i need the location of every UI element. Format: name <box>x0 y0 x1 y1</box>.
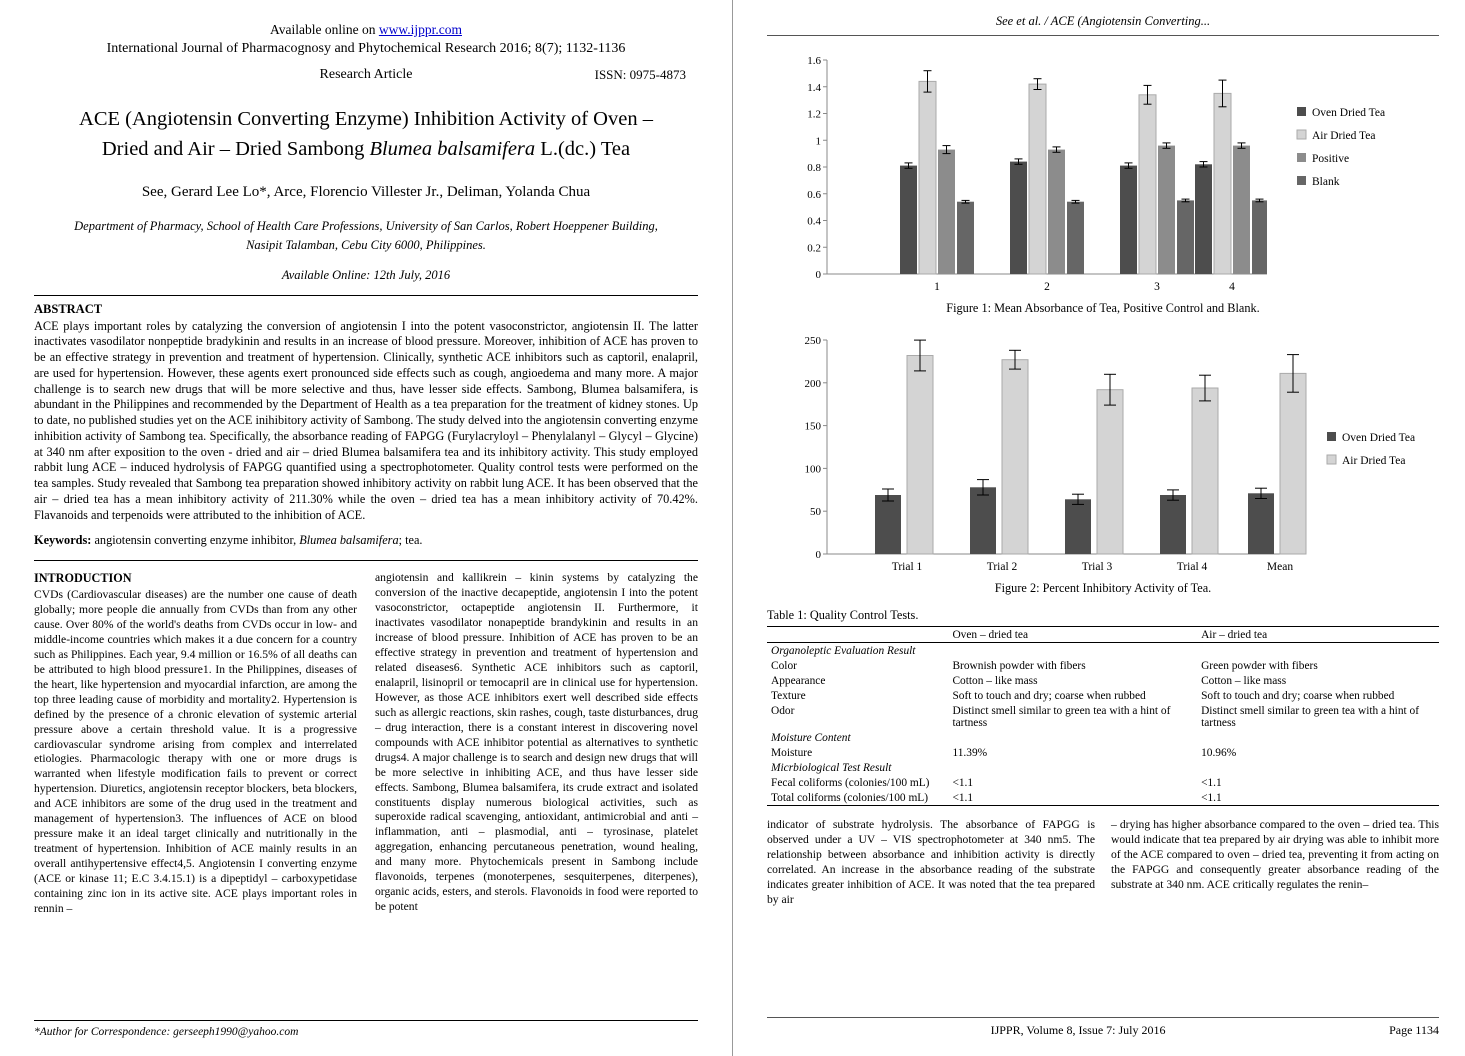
row-label: Odor <box>771 704 795 717</box>
svg-text:0: 0 <box>815 269 821 281</box>
svg-text:1.2: 1.2 <box>807 108 821 121</box>
title-line-1: ACE (Angiotensin Converting Enzyme) Inhibition Activity of Oven – <box>79 108 653 130</box>
svg-text:Oven Dried Tea: Oven Dried Tea <box>1342 432 1416 444</box>
table-row <box>767 688 1439 703</box>
abstract-heading: ABSTRACT <box>34 301 103 316</box>
table-section-organoleptic <box>767 643 1439 659</box>
svg-text:1.4: 1.4 <box>807 81 821 94</box>
footer-divider-left <box>34 1020 698 1021</box>
figure-2-svg <box>767 332 1427 577</box>
footer-page-number: Page 1134 <box>1389 1023 1439 1037</box>
affiliation-line-2: Nasipit Talamban, Cebu City 6000, Philippines. <box>246 237 486 252</box>
affiliation-line-1: Department of Pharmacy, School of Health Care Professions, University of San Carlos, Robert Hoeppener Building, <box>74 219 658 234</box>
svg-text:Air Dried Tea: Air Dried Tea <box>1342 455 1406 467</box>
divider-below-keywords <box>34 560 698 561</box>
intro-text-2: angiotensin and kallikrein – kinin systems by catalyzing the conversion of the inactive decapeptide, angiotensin I into the potent vasoconstrictor, octapeptide angiotensin II. Furthermore, it inactivates vasodilator nonapeptide brandykinin and results in an increase of blood pressure. Inhibition of ACE has proven to be an effective strategy in prevention and treatment of hypertension and related diseases6. Synthetic ACE inhibitors such as captoril, enalapril, lisinopril or temocapril are in clinical use for hypertension. However, as those ACE inhibitors exert well described side effects such as allergic reactions, skin rashes, cough, taste disturbances, drug – drug interaction, there is a constant interest in discovering novel compounds with ACE inhibitor potential as alternatives to synthetic drugs4. A major challenge is to search and design new drugs that will be more selective in inhibiting ACE, and thus have lesser side effects. Sambong, Blumea balsamifera, its crude extract and isolated constituents display numerous biological activities, such as superoxide radical scavenging, antioxidant, antimicrobial and anti – inflammation, anti – plasmodial, anti – tyrosinase, platelet aggregation, enhancing percutaneous penetration, wound healing, and many more. Phytochemicals present in Sambong include flavonoids, terpenes (monoterpenes, sesquiterpenes, diterpenes), organic acids, esters, and sterols. Flavonoids in food were reported to be potent <box>375 571 698 914</box>
keywords-tail: ; tea. <box>398 533 423 548</box>
svg-text:1: 1 <box>815 135 821 148</box>
figure-1-chart <box>767 52 1439 297</box>
row-label: Color <box>771 659 797 672</box>
intro-column-2 <box>375 571 698 917</box>
row-oven: Brownish powder with fibers <box>952 659 1086 672</box>
running-head: See et al. / ACE (Angiotensin Converting... <box>767 14 1439 36</box>
corresponding-author: *Author for Correspondence: gerseeph1990@yahoo.com <box>34 1026 299 1038</box>
title-line-2a: Dried and Air – Dried Sambong <box>101 137 370 160</box>
table-row <box>767 775 1439 790</box>
svg-text:4: 4 <box>1229 281 1235 293</box>
keywords <box>34 533 698 548</box>
svg-text:Mean: Mean <box>1266 561 1294 573</box>
row-oven: Cotton – like mass <box>952 674 1038 687</box>
svg-text:Oven Dried Tea: Oven Dried Tea <box>1312 107 1386 119</box>
svg-text:Trial 4: Trial 4 <box>1176 561 1208 573</box>
row-oven: 11.39% <box>952 746 988 759</box>
figure-1 <box>767 52 1439 316</box>
right-body-columns <box>767 818 1439 908</box>
table-header-row <box>767 627 1439 643</box>
svg-text:0: 0 <box>815 549 821 561</box>
intro-text-1: CVDs (Cardiovascular diseases) are the number one cause of death globally; more people die annually from CVDs than from any other cause. Over 80% of the world's deaths from CVDs occur in low- and middle-income countries which makes it a due concern for a country such as Philippines. Each year, 9.4 million or 16.5% of all deaths can be attributed to high blood pressure1. In the Philippines, diseases of the heart, like hypertension and myocardial infarction, are among the top three leading cause of morbidity and mortality2. Hypertension is defined by the presence of a chronic elevation of systemic arterial pressure above a certain threshold value. It is a progressive cardiovascular syndrome arising from complex and interrelated etiologies. Pharmacologic therapy with one or more drugs is warranted when lifestyle modification fails to prevent or correct hypertension. Diuretics, angiotensin receptor blockers, beta blockers, and ACE inhibitors are some of the drug used in the treatment and management of hypertension3. The influences of ACE on blood pressure make it an ideal target clinically and nutritionally in the treatment of hypertension. Inhibition of ACE mainly results in an overall antihypertensive effect4,5. Angiotensin I converting enzyme (ACE or kinase 11; E.C 3.4.15.1) is a dipeptidyl – carboxypetidase containing zinc ion in its active site. ACE plays important roles in rennin – <box>34 587 357 915</box>
row-air: <1.1 <box>1201 791 1222 804</box>
footer-divider-right <box>767 1017 1439 1018</box>
svg-text:Positive: Positive <box>1312 153 1350 165</box>
affiliation <box>34 217 698 253</box>
journal-citation: International Journal of Pharmacognosy and Phytochemical Research 2016; 8(7); 1132-1136 <box>106 41 626 56</box>
row-oven: <1.1 <box>952 791 974 804</box>
section-title-moisture: Moisture Content <box>771 731 851 744</box>
svg-text:0.6: 0.6 <box>807 188 821 201</box>
keywords-species: Blumea balsamifera <box>299 533 399 548</box>
divider-above-abstract <box>34 295 698 296</box>
table-1-caption: Table 1: Quality Control Tests. <box>767 608 919 622</box>
left-page <box>0 0 732 1056</box>
row-label: Fecal coliforms (colonies/100 mL) <box>771 776 930 789</box>
svg-text:Air Dried Tea: Air Dried Tea <box>1312 130 1376 142</box>
figure-2-caption: Figure 2: Percent Inhibitory Activity of Tea. <box>994 581 1212 595</box>
svg-text:0.4: 0.4 <box>807 215 821 228</box>
article-type: Research Article <box>319 67 413 82</box>
row-label: Total coliforms (colonies/100 mL) <box>771 791 929 804</box>
row-label: Moisture <box>771 746 813 759</box>
svg-text:Trial 2: Trial 2 <box>986 561 1018 573</box>
svg-text:Blank: Blank <box>1312 176 1340 188</box>
table-section-microbiological <box>767 760 1439 775</box>
page-title <box>34 105 698 164</box>
row-air: 10.96% <box>1201 746 1237 759</box>
svg-text:150: 150 <box>804 420 821 433</box>
svg-text:0.2: 0.2 <box>807 242 821 255</box>
table-header-air: Air – dried tea <box>1201 628 1268 641</box>
right-body-column-2: – drying has higher absorbance compared to the oven – dried tea. This would indicate that tea prepared by air drying was able to inhibit more of the ACE compared to oven – dried tea, preventing it from acting on the FAPGG and consequently greater absorbance reading of the substrate at 340 nm. ACE critically regulates the renin– <box>1111 818 1439 891</box>
footer-row <box>767 1023 1439 1038</box>
table-row <box>767 790 1439 806</box>
author-list: See, Gerard Lee Lo*, Arce, Florencio Villester Jr., Deliman, Yolanda Chua <box>141 184 591 201</box>
table-header-oven: Oven – dried tea <box>952 628 1029 641</box>
table-header-blank <box>767 627 948 643</box>
issn-label: ISSN: 0975-4873 <box>594 67 686 82</box>
keywords-text: angiotensin converting enzyme inhibitor, <box>91 533 300 548</box>
row-label: Appearance <box>771 674 826 687</box>
figure-1-svg <box>767 52 1427 297</box>
row-air: <1.1 <box>1201 776 1222 789</box>
row-air: Distinct smell similar to green tea with a hint of tartness <box>1201 704 1420 729</box>
svg-text:Trial 1: Trial 1 <box>891 561 923 573</box>
row-oven: Soft to touch and dry; coarse when rubbed <box>952 689 1146 702</box>
svg-text:200: 200 <box>804 377 821 390</box>
title-line-2c: L.(dc.) Tea <box>535 137 631 160</box>
section-title-organoleptic: Organoleptic Evaluation Result <box>771 644 916 657</box>
table-row <box>767 658 1439 673</box>
figure-2 <box>767 332 1439 596</box>
svg-text:1: 1 <box>934 281 940 293</box>
intro-column-1 <box>34 571 357 917</box>
table-quality-control <box>767 626 1439 806</box>
row-air: Soft to touch and dry; coarse when rubbed <box>1201 689 1395 702</box>
svg-text:100: 100 <box>804 463 821 476</box>
available-online-label: Available online on <box>270 22 379 37</box>
table-row <box>767 745 1439 760</box>
journal-website-link[interactable]: www.ijppr.com <box>378 22 462 37</box>
title-species: Blumea balsamifera <box>369 137 536 160</box>
svg-text:Trial 3: Trial 3 <box>1081 561 1113 573</box>
table-row <box>767 673 1439 688</box>
svg-text:1.6: 1.6 <box>807 55 821 67</box>
left-page-footer <box>34 1020 698 1038</box>
introduction-heading: INTRODUCTION <box>34 571 132 586</box>
available-online-line <box>34 22 698 38</box>
introduction-columns <box>34 571 698 917</box>
table-section-moisture <box>767 730 1439 745</box>
row-oven: <1.1 <box>952 776 974 789</box>
row-air: Cotton – like mass <box>1201 674 1287 687</box>
keywords-label: Keywords: <box>34 533 92 548</box>
right-page-footer <box>767 1017 1439 1038</box>
svg-text:2: 2 <box>1044 281 1050 293</box>
abstract-text: ACE plays important roles by catalyzing the conversion of angiotensin I into the potent vasoconstrictor, angiotensin II. The latter inactivates vasodilator nonpeptide bradykinin and results in an increase of blood pressure. Moreover, inhibition of ACE has proven to be an effective strategy in prevention and treatment of hypertension. Clinically, synthetic ACE inhibitors such as captoril, enalapril, are used for hypertension. However, these agents exert pronounced side effects such as cough, angioedema and many more. A major challenge is to search new drugs that will be more selective and thus, have lesser side effects. Sambong, Blumea balsamifera, is abundant in the Philippines and recommended by the Department of Health as a tea preparation for the treatment of kidney stones. Up to date, no published studies yet on the ACE inihibitory activity of Sambong. The study delved into the angiotensin converting enzyme inhibition activity of Sambong tea. Specifically, the absorbance reading of FAPGG (Furylacryloyl – Phenylalanyl – Glycyl – Glycine) at 340 nm after exposition to the oven - dried and air – dried Blumea balsamifera tea and its inhibitory activity. This study employed rabbit lung ACE – induced hydrolysis of FAPGG quantified using a spectrophotometer. Quality control tests were performed on the tea samples. Study revealed that Sambong tea preparation showed inhibitory activity on rabbit lung ACE. It has been observed that the air – dried tea has a mean inhibitory activity of 211.30% while the oven – dried tea has a mean inhibitory activity of 70.42%. Flavanoids and terpenoids were attributed to the inhibition of ACE. <box>34 318 698 522</box>
footer-journal-info: IJPPR, Volume 8, Issue 7: July 2016 <box>990 1023 1166 1037</box>
svg-text:0.8: 0.8 <box>807 162 821 174</box>
row-oven: Distinct smell similar to green tea with a hint of tartness <box>952 704 1171 729</box>
right-body-column-1: indicator of substrate hydrolysis. The absorbance of FAPGG is observed under a UV – VIS spectrophotometer at 340 nm5. The relationship between absorbance and inhibition activity is directly correlated. An increase in the absorbance reading of the substrate indicates greater inhibition of ACE. It was noted that the tea prepared by air <box>767 818 1095 906</box>
svg-text:50: 50 <box>810 506 821 519</box>
svg-text:250: 250 <box>804 335 821 347</box>
right-page <box>732 0 1465 1056</box>
table-row <box>767 703 1439 730</box>
figure-2-chart <box>767 332 1439 577</box>
publication-date: Available Online: 12th July, 2016 <box>281 267 451 282</box>
row-label: Texture <box>771 689 806 702</box>
figure-1-caption: Figure 1: Mean Absorbance of Tea, Positive Control and Blank. <box>946 301 1260 315</box>
section-title-microbiological: Micrbiological Test Result <box>771 761 892 774</box>
svg-text:3: 3 <box>1154 281 1160 293</box>
row-air: Green powder with fibers <box>1201 659 1318 672</box>
